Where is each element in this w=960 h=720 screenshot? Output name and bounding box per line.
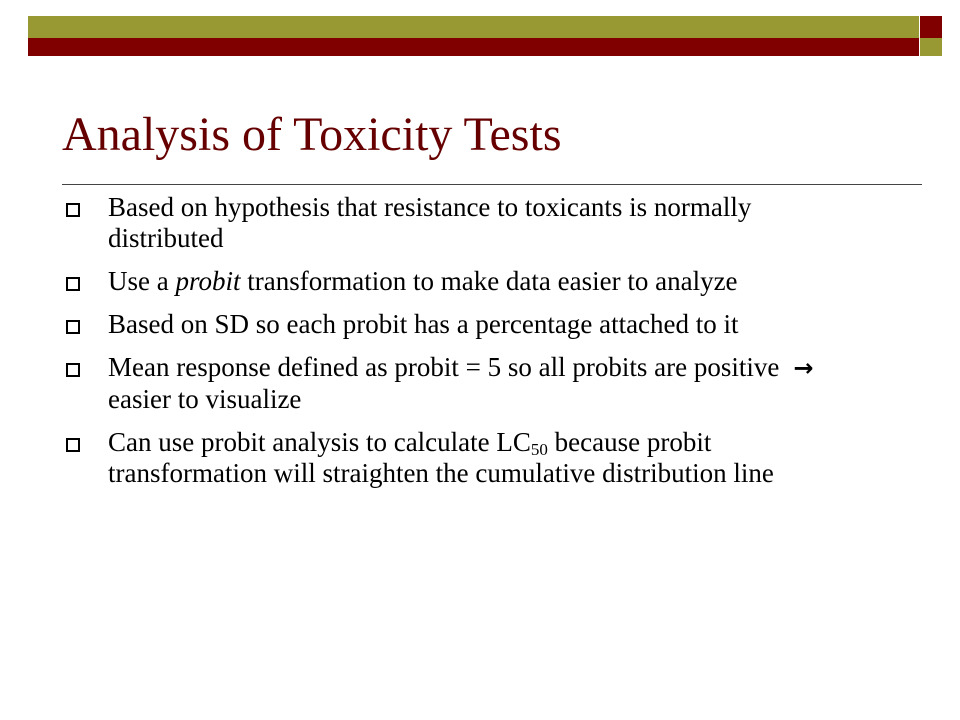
bullet-text: Based on hypothesis that resistance to toxicants is normally distributed: [108, 192, 752, 253]
bullet-list: [66, 192, 866, 501]
bullet-text-pre: Use a: [108, 266, 176, 296]
bullet-text: Based on SD so each probit has a percentage attached to it: [108, 309, 739, 339]
slide-title: Analysis of Toxicity Tests: [62, 108, 562, 161]
lc-subscript: 50: [530, 440, 548, 459]
right-arrow-icon: →: [793, 354, 814, 382]
bullet-text-post: transformation to make data easier to analyze: [240, 266, 738, 296]
header-band-olive: [28, 16, 919, 38]
bullet-item: [66, 427, 866, 489]
bullet-item: [66, 192, 866, 254]
bullet-item: [66, 309, 866, 340]
bullet-text-post: because probit transformation will straighten the cumulative distribution line: [108, 427, 774, 488]
bullet-text-pre: Mean response defined as probit = 5 so all probits are positive: [108, 352, 780, 382]
bullet-text-emphasis: probit: [175, 266, 241, 296]
hollow-square-icon: [66, 277, 80, 291]
bullet-item: [66, 266, 866, 297]
bullet-item: [66, 352, 866, 415]
bullet-text-post: easier to visualize: [108, 384, 302, 414]
bullet-text-pre: Can use probit analysis to calculate LC: [108, 427, 531, 457]
hollow-square-icon: [66, 438, 80, 452]
corner-square-maroon: [920, 16, 942, 38]
header-band-maroon: [28, 38, 919, 56]
title-divider: [62, 184, 922, 185]
hollow-square-icon: [66, 363, 80, 377]
corner-square-olive: [920, 38, 942, 56]
hollow-square-icon: [66, 320, 80, 334]
hollow-square-icon: [66, 203, 80, 217]
